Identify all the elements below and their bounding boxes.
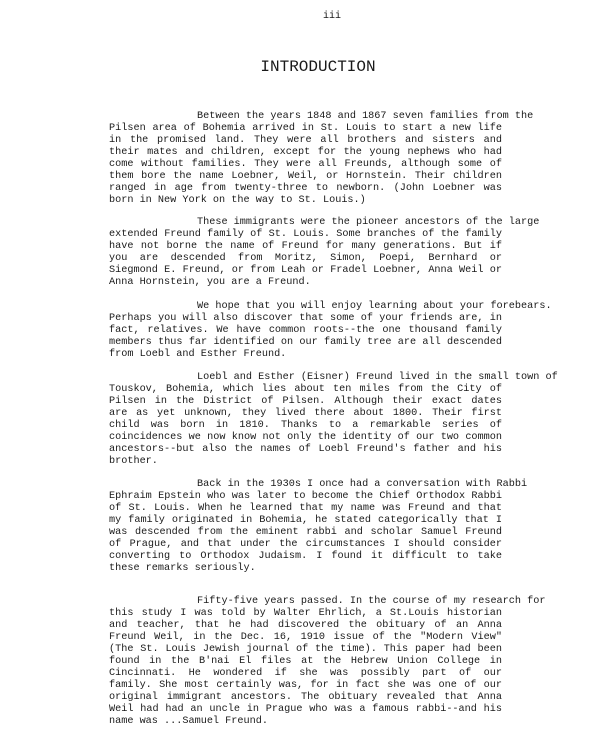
text-line: this study I was told by Walter Ehrlich, a St.Louis historian <box>109 608 502 619</box>
text-line: Cincinnati. He wondered if she was possibly part of our <box>109 668 502 679</box>
text-line: Back in the 1930s I once had a conversation with Rabbi <box>197 479 528 490</box>
text-line: ranged in age from twenty-three to newborn. (John Loebner was <box>109 183 502 194</box>
text-line: Between the years 1848 and 1867 seven families from the <box>197 111 534 122</box>
paragraph <box>109 217 540 289</box>
text-line: you are descended from Moritz, Simon, Poepi, Bernhard or <box>109 253 502 264</box>
text-line: their mates and children, except for the young nephews who had <box>109 147 502 158</box>
text-line: come without families. They were all Freunds, although some of <box>109 159 502 170</box>
text-line: of St. Louis. When he learned that my name was Freund and that <box>109 503 502 514</box>
text-line: brother. <box>109 456 158 467</box>
text-line: original immigrant ancestors. The obituary revealed that Anna <box>109 692 502 703</box>
text-line: was descended from the eminent rabbi and scholar Samuel Freund <box>109 527 502 538</box>
text-line: members thus far identified on our family tree are all descended <box>109 337 502 348</box>
paragraph <box>109 479 528 575</box>
text-line: them bore the name Loebner, Weil, or Hornstein. Their children <box>109 171 502 182</box>
text-line: born in New York on the way to St. Louis.) <box>109 195 366 206</box>
text-line: Pilsen area of Bohemia arrived in St. Louis to start a new life <box>109 123 502 134</box>
text-line: found in the B'nai El files at the Hebrew Union College in <box>109 656 502 667</box>
text-line: coincidences we now know not only the identity of our two common <box>109 432 502 443</box>
text-line: have not borne the name of Freund for many generations. But if <box>109 241 502 252</box>
text-line: Loebl and Esther (Eisner) Freund lived in the small town of <box>197 372 558 383</box>
text-line: these remarks seriously. <box>109 563 256 574</box>
paragraph <box>109 596 546 728</box>
text-line: Pilsen in the District of Pilsen. Although their exact dates <box>109 396 502 407</box>
text-line: Freund Weil, in the Dec. 16, 1910 issue of the "Modern View" <box>109 632 502 643</box>
page-number: iii <box>322 11 341 22</box>
text-line: and teacher, that he had discovered the obituary of an Anna <box>109 620 502 631</box>
text-line: Weil had had an uncle in Prague who was a famous rabbi--and his <box>109 704 502 715</box>
paragraph <box>109 301 552 361</box>
text-line: We hope that you will enjoy learning about your forebears. <box>197 301 552 312</box>
text-line: ancestors--but also the names of Loebl Freund's father and his <box>109 444 502 455</box>
paragraph <box>109 111 534 207</box>
text-line: child was born in 1810. Thanks to a remarkable series of <box>109 420 502 431</box>
text-line: of Prague, and that under the circumstances I should consider <box>109 539 502 550</box>
text-line: Fifty-five years passed. In the course of my research for <box>197 596 546 607</box>
text-line: These immigrants were the pioneer ancestors of the large <box>197 217 540 228</box>
text-line: Anna Hornstein, you are a Freund. <box>109 277 311 288</box>
text-line: extended Freund family of St. Louis. Some branches of the family <box>109 229 502 240</box>
text-line: are as yet unknown, they lived there about 1800. Their first <box>109 408 502 419</box>
page-title: INTRODUCTION <box>260 58 376 76</box>
text-line: converting to Orthodox Judaism. I found it difficult to take <box>109 551 502 562</box>
text-line: family. She most certainly was, for in fact she was one of our <box>109 680 502 691</box>
text-line: Ephraim Epstein who was later to become the Chief Orthodox Rabbi <box>109 491 502 502</box>
text-line: in the promised land. They were all brothers and sisters and <box>109 135 502 146</box>
text-line: Perhaps you will also discover that some of your friends are, in <box>109 313 502 324</box>
text-line: my family originated in Bohemia, he stated categorically that I <box>109 515 502 526</box>
text-line: Siegmond E. Freund, or from Leah or Fradel Loebner, Anna Weil or <box>109 265 502 276</box>
paragraph <box>109 372 558 468</box>
text-line: (The St. Louis Jewish journal of the time). This paper had been <box>109 644 502 655</box>
text-line: name was ...Samuel Freund. <box>109 716 268 727</box>
text-line: Touskov, Bohemia, which lies about ten miles from the City of <box>109 384 502 395</box>
text-line: fact, relatives. We have common roots--the one thousand family <box>109 325 502 336</box>
text-line: from Loebl and Esther Freund. <box>109 349 287 360</box>
